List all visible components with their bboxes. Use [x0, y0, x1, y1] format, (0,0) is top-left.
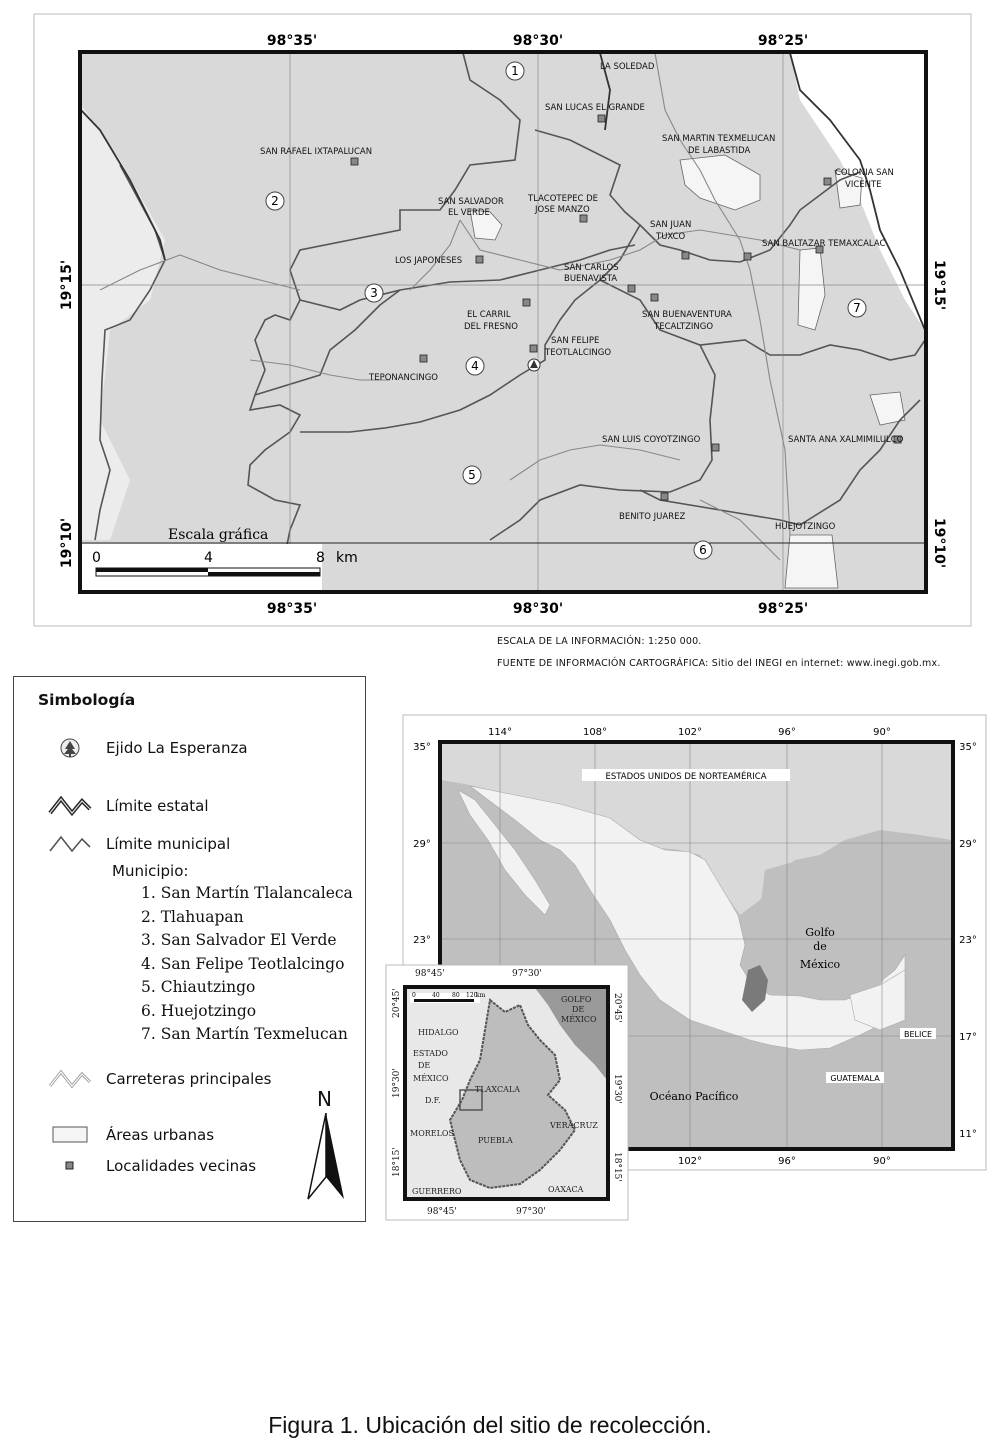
municipality-number: 6: [699, 543, 707, 557]
legend-label: Límite municipal: [106, 835, 231, 853]
locality-label: VICENTE: [845, 180, 882, 190]
lat-label: 18°15': [612, 1152, 622, 1182]
lon-label: 96°: [778, 727, 796, 738]
locality-label: JOSE MANZO: [535, 205, 590, 215]
legend-label: Carreteras principales: [106, 1070, 272, 1088]
lat-label: 20°45': [612, 993, 622, 1023]
locality-label: SAN LUIS COYOTZINGO: [602, 435, 701, 445]
locality-label: SAN SALVADOR: [438, 197, 504, 207]
municipio-item: 1. San Martín Tlalancaleca: [141, 884, 353, 902]
scale-tick: 40: [432, 992, 440, 999]
locality-label: COLONIA SAN: [835, 168, 894, 178]
state-label: DE: [418, 1061, 431, 1070]
municipio-item: 7. San Martín Texmelucan: [141, 1025, 348, 1043]
lat-label: 35°: [413, 742, 431, 753]
lat-label: 19°10': [59, 517, 75, 569]
lon-label: 102°: [677, 1156, 703, 1167]
state-label: GUERRERO: [412, 1187, 462, 1196]
gulf-label: Golfo: [805, 926, 835, 939]
lat-label: 35°: [959, 742, 977, 753]
lon-label: 97°30': [512, 969, 542, 979]
locality-label: BUENAVISTA: [564, 274, 618, 284]
municipio-item: 4. San Felipe Teotlalcingo: [141, 954, 345, 973]
locality-label: SAN FELIPE: [551, 336, 600, 346]
locality-label: TUXCO: [656, 232, 686, 242]
locality-label: SANTA ANA XALMIMILULCO: [788, 435, 904, 445]
locality-label: SAN CARLOS: [564, 263, 619, 273]
scale-tick: 0: [92, 550, 101, 566]
legend-label: Áreas urbanas: [106, 1126, 215, 1144]
lon-label: 90°: [873, 727, 891, 738]
locality-label: DEL FRESNO: [464, 322, 518, 332]
lon-label: 98°25': [757, 33, 809, 49]
lat-label: 20°45': [392, 988, 402, 1018]
municipality-number: 3: [370, 286, 378, 300]
state-label: MÉXICO: [413, 1074, 449, 1083]
state-label: ESTADO: [413, 1049, 448, 1058]
locality-label: SAN MARTIN TEXMELUCAN: [662, 134, 776, 144]
lat-label: 23°: [959, 935, 977, 946]
lon-label: 102°: [677, 727, 703, 738]
state-label: HIDALGO: [418, 1028, 459, 1037]
scale-tick: 120: [466, 992, 478, 999]
lon-label: 98°30': [512, 601, 564, 617]
locality-label: EL VERDE: [448, 208, 490, 218]
scale-tick: 8: [316, 550, 325, 566]
lon-label: 98°30': [512, 33, 564, 49]
state-label: PUEBLA: [478, 1136, 513, 1145]
lon-label: 98°35': [266, 33, 318, 49]
lat-label: 23°: [413, 935, 431, 946]
locality-label: TLACOTEPEC DE: [528, 194, 599, 204]
lon-label: 108°: [582, 727, 608, 738]
gulf-label: DE: [572, 1005, 585, 1014]
lat-label: 19°10': [931, 517, 947, 569]
locality-label: LOS JAPONESES: [395, 256, 463, 266]
lat-label: 19°15': [59, 259, 75, 311]
locality-label: SAN BUENAVENTURA: [642, 310, 732, 320]
scale-tick: 0: [412, 992, 416, 999]
state-label: MORELOS: [410, 1129, 454, 1138]
gulf-label: MÉXICO: [561, 1015, 597, 1024]
scale-unit: km: [476, 992, 486, 999]
lat-label: 19°30': [612, 1074, 622, 1104]
lat-label: 19°15': [931, 259, 947, 311]
legend-title: Simbología: [38, 691, 136, 709]
country-label: GUATEMALA: [830, 1074, 880, 1083]
lat-label: 11°: [959, 1129, 977, 1140]
figure-caption: Figura 1. Ubicación del sitio de recolección.: [268, 1412, 712, 1438]
scale-tick: 80: [452, 992, 460, 999]
lat-label: 17°: [959, 1032, 977, 1043]
lon-label: 98°25': [757, 601, 809, 617]
locality-label: SAN LUCAS EL GRANDE: [545, 103, 645, 113]
municipio-item: 6. Huejotzingo: [141, 1001, 257, 1020]
municipio-heading: Municipio:: [112, 862, 189, 880]
scale-title: Escala gráfica: [168, 527, 269, 543]
municipality-number: 5: [468, 468, 476, 482]
locality-label: TEOTLALCINGO: [545, 348, 612, 358]
state-label: D.F.: [425, 1096, 441, 1105]
legend-label: Ejido La Esperanza: [106, 739, 248, 757]
locality-label: SAN JUAN: [650, 220, 692, 230]
ejido-marker-icon: [528, 359, 540, 371]
lat-label: 29°: [413, 839, 431, 850]
locality-label: LA SOLEDAD: [600, 62, 655, 72]
legend-label: Límite estatal: [106, 797, 209, 815]
lat-label: 19°30': [392, 1068, 402, 1098]
country-label: BELICE: [904, 1030, 932, 1039]
lon-label: 90°: [873, 1156, 891, 1167]
country-label: ESTADOS UNIDOS DE NORTEAMÉRICA: [605, 772, 767, 782]
locality-label: SAN RAFAEL IXTAPALUCAN: [260, 147, 373, 157]
locality-label: EL CARRIL: [467, 310, 511, 320]
mexico-map: [0, 700, 1007, 1230]
scale-tick: 4: [204, 550, 213, 566]
municipio-item: 5. Chiautzingo: [141, 978, 256, 996]
municipality-number: 4: [471, 359, 479, 373]
gulf-label: México: [799, 958, 841, 971]
municipality-number: 7: [853, 301, 861, 315]
municipality-number: 1: [511, 64, 519, 78]
locality-label: HUEJOTZINGO: [775, 522, 836, 532]
source-info: FUENTE DE INFORMACIÓN CARTOGRÁFICA: Sitio del INEGI en internet: www.inegi.gob.mx.: [497, 658, 941, 669]
state-label: VERACRUZ: [550, 1121, 598, 1130]
lon-label: 97°30': [516, 1207, 546, 1217]
gulf-label: GOLFO: [561, 995, 592, 1004]
lon-label: 98°45': [415, 969, 445, 979]
locality-label: SAN BALTAZAR TEMAXCALAC: [762, 239, 886, 249]
lat-label: 18°15': [392, 1147, 402, 1177]
lon-label: 98°45': [427, 1207, 457, 1217]
gulf-label: de: [813, 940, 827, 953]
state-label: TLAXCALA: [475, 1085, 520, 1094]
lon-label: 114°: [487, 727, 513, 738]
legend-label: Localidades vecinas: [106, 1157, 257, 1175]
scale-info: ESCALA DE LA INFORMACIÓN: 1:250 000.: [497, 636, 702, 647]
locality-label: BENITO JUAREZ: [619, 512, 686, 522]
scale-unit: km: [336, 550, 358, 566]
north-label: N: [317, 1087, 332, 1111]
municipio-item: 3. San Salvador El Verde: [141, 931, 337, 949]
locality-label: TEPONANCINGO: [369, 373, 438, 383]
lon-label: 98°35': [266, 601, 318, 617]
lon-label: 96°: [778, 1156, 796, 1167]
locality-label: DE LABASTIDA: [688, 146, 751, 156]
ocean-label: Océano Pacífico: [649, 1090, 739, 1103]
lat-label: 29°: [959, 839, 977, 850]
locality-label: TECALTZINGO: [654, 322, 714, 332]
municipio-item: 2. Tlahuapan: [141, 907, 244, 926]
municipality-number: 2: [271, 194, 279, 208]
main-map: [0, 0, 1007, 640]
state-label: OAXACA: [548, 1185, 584, 1194]
